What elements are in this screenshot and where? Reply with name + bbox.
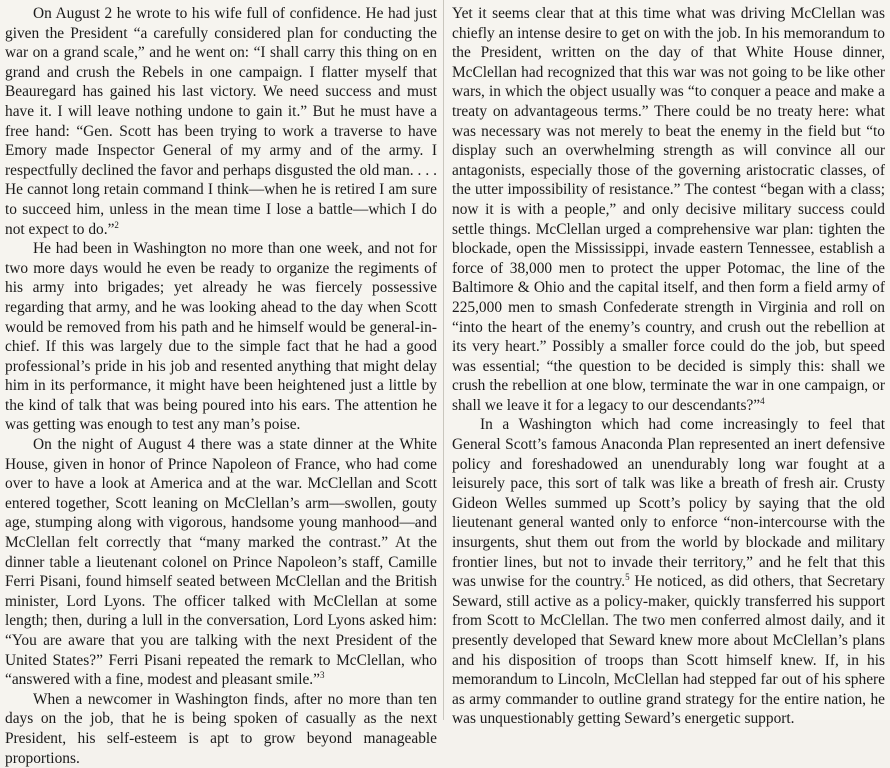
paragraph-newcomer: When a newcomer in Washington finds, after no more than ten days on the job, that he is being spoken of casually as the next President, his self-esteem is apt to grow beyond manageable proportions. (5, 690, 437, 767)
footnote-ref: 3 (319, 670, 325, 681)
paragraph-anaconda-plan: In a Washington which had come increasingly to feel that General Scott’s famous Anaconda Plan represented an inert defensive policy and foreshadowed an unendurably long war fought at a leisurely pace, this sort of talk was like a breath of fresh air. Crusty Gideon Welles summed up Scott’s policy by saying that the old lieutenant general wanted only to enforce “non-intercourse with the insurgents, shut them out from the world by blockade and military frontier lines, but not to invade their territory,” and he felt that this was unwise for the country.$^5$ He noticed, as did others, that Secretary Seward, still active as a policy-maker, quickly transferred his support from Scott to McClellan. The two men conferred almost daily, and it presently developed that Seward knew more about McClellan’s plans and his disposition of troops than Scott himself knew. If, in his memorandum to Lincoln, McClellan had stepped far out of his sphere as army commander to outline grand strategy for the entire nation, he was unquestionably getting Seward’s energetic support. (452, 416, 885, 728)
paragraph-wife-letter: On August 2 he wrote to his wife full of confidence. He had just given the President “a carefully considered plan for conducting the war on a grand scale,” and he went on: “I shall carry this thing on en grand and crush the Rebels in one campaign. I flatter myself that Beauregard has gained his last victory. We need success and must have it. I will leave nothing undone to gain it.” But he must have a free hand: “Gen. Scott has been trying to work a traverse to have Emory made Inspector General of my army and of the army. I respectfully declined the favor and perhaps disgusted the old man. . . . He cannot long retain command I think—when he is retired I am sure to succeed him, unless in the mean time I lose a battle—which I do not expect to do.”$^2$ (5, 5, 437, 238)
column-divider (443, 0, 444, 720)
footnote-ref: 2 (114, 219, 119, 230)
paragraph-war-plan: Yet it seems clear that at this time what was driving McClellan was chiefly an intense desire to get on with the job. In his memorandum to the President, written on the day of that White House dinner, McClellan had recognized that this war was not going to be like other wars, in which the object usually was “to conquer a peace and make a treaty on advantageous terms.” There could be no treaty here: what was necessary was not merely to beat the enemy in the field but “to display such an overwhelming strength as will convince all our antagonists, especially those of the governing aristocratic classes, of the utter impossibility of resistance.” The contest “began with a class; now it is with a people,” and only decisive military success could settle things. McClellan urged a comprehensive war plan: tighten the blockade, open the Mississippi, invade eastern Tennessee, establish a force of 38,000 men to protect the upper Potomac, the line of the Baltimore & Ohio and the capital itself, and then form a field army of 225,000 men to smash Confederate strength in Virginia and roll on “into the heart of the enemy’s country, and crush out the rebellion at its very heart.” Possibly a smaller force could do the job, but speed was essential; “the question to be decided is simply this: shall we crush the rebellion at one blow, terminate the war in one campaign, or shall we leave it for a legacy to our descendants?”$^4$ (452, 5, 885, 414)
footnote-ref: 4 (760, 395, 765, 406)
right-column (452, 4, 885, 729)
paragraph-state-dinner: On the night of August 4 there was a state dinner at the White House, given in honor of Prince Napoleon of France, who had come over to have a look at America and at the war. McClellan and Scott entered together, Scott leaning on McClellan’s arm—swollen, gouty age, stumping along with vigorous, handsome young manhood—and McClellan felt correctly that “many marked the contrast.” At the dinner table a lieutenant colonel on Prince Napoleon’s staff, Camille Ferri Pisani, found himself seated between McClellan and the British minister, Lord Lyons. The officer talked with McClellan at some length; then, during a lull in the conversation, Lord Lyons asked him: “You are aware that you are talking with the next President of the United States?” Ferri Pisani repeated the remark to McClellan, who “answered with a fine, modest and pleasant smile.”$^3$ (5, 436, 437, 689)
left-column (5, 4, 437, 768)
paragraph-washington-week: He had been in Washington no more than one week, and not for two more days would he even be ready to organize the regiments of his army into brigades; yet already he was fiercely possessive regarding that army, and he was looking ahead to the day when Scott would be removed from his path and he himself would be general-in-chief. If this was largely due to the simple fact that he had a good professional’s pride in his job and resented anything that might delay him in its performance, it might have been heightened just a little by the kind of talk that was being poured into his ears. The attention he was getting was enough to test any man’s poise. (5, 240, 437, 434)
footnote-ref: 5 (625, 572, 630, 583)
